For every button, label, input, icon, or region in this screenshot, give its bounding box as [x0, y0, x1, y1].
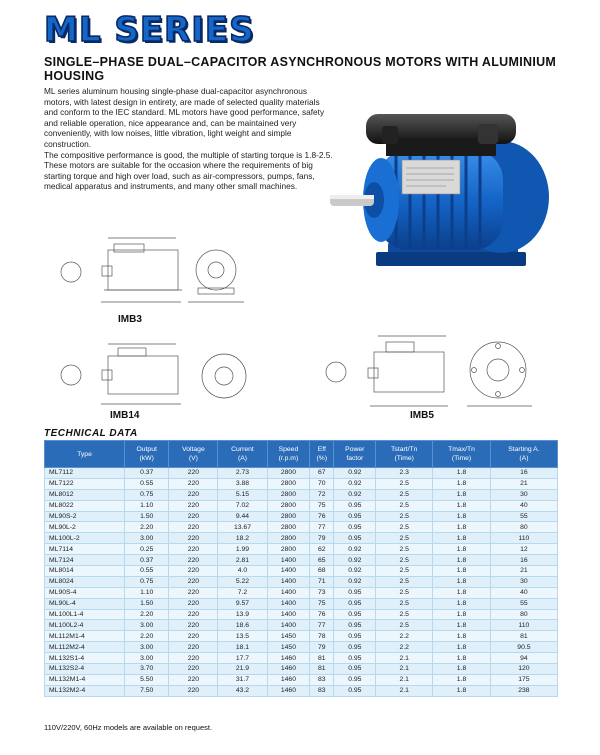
- table-cell: 3.00: [125, 642, 169, 653]
- table-cell: 0.37: [125, 468, 169, 479]
- description-paragraph-1: ML series aluminum housing single-phase dual-capacitor asynchronous motors, with latest design in entirety, are made of selected quality materials and conform to the IEC standard. ML motors have good performance, safety and reliable operation, nice appearance and, can be maintained very conveniently, with low noises, little vibration, light weight and simple construction.: [44, 86, 325, 149]
- table-cell: 13.5: [218, 631, 267, 642]
- table-cell: 1.8: [433, 555, 491, 566]
- table-cell: 2.1: [376, 653, 433, 664]
- table-cell: 1.8: [433, 620, 491, 631]
- table-cell: 16: [490, 555, 557, 566]
- column-header-unit: (A): [237, 455, 248, 462]
- table-cell: 2.5: [376, 478, 433, 489]
- table-row: [45, 642, 558, 653]
- column-header-line: Starting A.: [508, 446, 540, 453]
- table-cell: 2800: [267, 489, 310, 500]
- model-type-cell: ML100L-2: [45, 533, 125, 544]
- table-cell: 0.75: [125, 489, 169, 500]
- table-cell: 68: [310, 566, 334, 577]
- table-cell: 0.92: [334, 566, 376, 577]
- table-cell: 0.95: [334, 522, 376, 533]
- table-cell: 18.2: [218, 533, 267, 544]
- table-cell: 70: [310, 478, 334, 489]
- table-cell: 1400: [267, 609, 310, 620]
- model-type-cell: ML7122: [45, 478, 125, 489]
- column-header-unit: (V): [188, 455, 198, 462]
- table-row: [45, 631, 558, 642]
- table-cell: 7.02: [218, 500, 267, 511]
- table-cell: 1460: [267, 653, 310, 664]
- table-cell: 5.22: [218, 576, 267, 587]
- table-cell: 1.8: [433, 576, 491, 587]
- imb3-diagram: [56, 230, 256, 310]
- table-cell: 1400: [267, 555, 310, 566]
- table-cell: 2.5: [376, 566, 433, 577]
- table-cell: 2.5: [376, 620, 433, 631]
- table-cell: 9.44: [218, 511, 267, 522]
- table-cell: 1.50: [125, 598, 169, 609]
- table-cell: 31.7: [218, 674, 267, 685]
- table-cell: 21.9: [218, 664, 267, 675]
- table-row: [45, 685, 558, 696]
- table-cell: 0.25: [125, 544, 169, 555]
- table-cell: 120: [490, 664, 557, 675]
- table-cell: 0.95: [334, 533, 376, 544]
- table-cell: 0.95: [334, 685, 376, 696]
- table-cell: 220: [169, 555, 218, 566]
- model-type-cell: ML90S-4: [45, 587, 125, 598]
- table-row: [45, 609, 558, 620]
- table-cell: 0.95: [334, 598, 376, 609]
- table-cell: 220: [169, 631, 218, 642]
- table-cell: 2.1: [376, 685, 433, 696]
- table-cell: 1450: [267, 631, 310, 642]
- table-row: [45, 489, 558, 500]
- table-cell: 1400: [267, 587, 310, 598]
- table-cell: 2.81: [218, 555, 267, 566]
- table-cell: 81: [490, 631, 557, 642]
- table-cell: 30: [490, 576, 557, 587]
- table-cell: 2.5: [376, 500, 433, 511]
- table-cell: 67: [310, 468, 334, 479]
- column-header-unit: (A): [519, 455, 529, 462]
- table-cell: 2.5: [376, 555, 433, 566]
- imb14-diagram: [56, 340, 256, 410]
- table-cell: 220: [169, 500, 218, 511]
- table-cell: 43.2: [218, 685, 267, 696]
- table-cell: 79: [310, 533, 334, 544]
- table-cell: 83: [310, 685, 334, 696]
- column-header-line: Voltage: [182, 446, 205, 453]
- table-cell: 55: [490, 598, 557, 609]
- footnote: 110V/220V, 60Hz models are available on request.: [44, 723, 213, 732]
- table-cell: 0.95: [334, 653, 376, 664]
- table-row: [45, 468, 558, 479]
- imb5-diagram: [322, 330, 554, 412]
- table-cell: 220: [169, 576, 218, 587]
- table-cell: 80: [490, 522, 557, 533]
- table-cell: 0.92: [334, 478, 376, 489]
- table-cell: 1.8: [433, 685, 491, 696]
- table-cell: 2800: [267, 522, 310, 533]
- description-paragraph-2: The compositive performance is good, the multiple of starting torque is 1.8-2.5.: [44, 149, 333, 160]
- table-cell: 90.5: [490, 642, 557, 653]
- table-row: [45, 566, 558, 577]
- table-cell: 2.5: [376, 544, 433, 555]
- column-header-unit: factor: [346, 455, 364, 462]
- table-cell: 2800: [267, 468, 310, 479]
- table-cell: 18.1: [218, 642, 267, 653]
- column-header-unit: (Time): [394, 455, 414, 462]
- table-row: [45, 587, 558, 598]
- table-cell: 2.20: [125, 522, 169, 533]
- table-row: [45, 576, 558, 587]
- table-cell: 1.8: [433, 533, 491, 544]
- page-title: ML SERIES: [44, 10, 255, 50]
- table-row: [45, 511, 558, 522]
- table-row: [45, 555, 558, 566]
- imb14-label: IMB14: [110, 410, 140, 421]
- table-cell: 1.8: [433, 642, 491, 653]
- table-cell: 13.67: [218, 522, 267, 533]
- table-cell: 220: [169, 620, 218, 631]
- table-row: [45, 544, 558, 555]
- table-cell: 5.50: [125, 674, 169, 685]
- table-cell: 1.8: [433, 566, 491, 577]
- table-row: [45, 533, 558, 544]
- table-cell: 0.95: [334, 642, 376, 653]
- table-cell: 0.92: [334, 576, 376, 587]
- table-cell: 1.8: [433, 522, 491, 533]
- table-cell: 1.8: [433, 631, 491, 642]
- column-header-unit: (%): [316, 455, 328, 462]
- table-cell: 220: [169, 609, 218, 620]
- table-cell: 1.8: [433, 587, 491, 598]
- table-cell: 2.1: [376, 664, 433, 675]
- table-cell: 0.75: [125, 576, 169, 587]
- table-cell: 2.5: [376, 609, 433, 620]
- model-type-cell: ML132M2-4: [45, 685, 125, 696]
- table-cell: 1.8: [433, 674, 491, 685]
- column-header-line: Speed: [278, 446, 299, 453]
- table-cell: 1450: [267, 642, 310, 653]
- model-type-cell: ML7124: [45, 555, 125, 566]
- model-type-cell: ML132S2-4: [45, 664, 125, 675]
- table-cell: 220: [169, 544, 218, 555]
- model-type-cell: ML90S-2: [45, 511, 125, 522]
- table-cell: 1400: [267, 566, 310, 577]
- table-cell: 1.50: [125, 511, 169, 522]
- table-row: [45, 620, 558, 631]
- table-body: [45, 468, 558, 697]
- table-cell: 81: [310, 653, 334, 664]
- table-row: [45, 664, 558, 675]
- table-cell: 1.8: [433, 664, 491, 675]
- column-header-line: Power: [345, 446, 365, 453]
- column-header-line: Type: [77, 450, 92, 458]
- technical-data-table: [44, 440, 558, 697]
- column-header-unit: (Time): [451, 455, 472, 462]
- table-cell: 80: [490, 609, 557, 620]
- table-cell: 2.5: [376, 511, 433, 522]
- table-cell: 3.88: [218, 478, 267, 489]
- motor-illustration: [326, 102, 556, 278]
- table-cell: 2.5: [376, 587, 433, 598]
- table-cell: 1.10: [125, 500, 169, 511]
- page-subtitle: SINGLE–PHASE DUAL–CAPACITOR ASYNCHRONOUS MOTORS WITH ALUMINIUM HOUSING: [44, 55, 557, 83]
- imb3-label: IMB3: [118, 314, 142, 325]
- table-row: [45, 522, 558, 533]
- table-cell: 1.8: [433, 489, 491, 500]
- table-cell: 220: [169, 468, 218, 479]
- table-cell: 76: [310, 609, 334, 620]
- table-cell: 21: [490, 478, 557, 489]
- column-header-line: Output: [136, 446, 157, 453]
- table-cell: 220: [169, 653, 218, 664]
- table-cell: 79: [310, 642, 334, 653]
- imb5-label: IMB5: [410, 410, 434, 421]
- table-cell: 110: [490, 620, 557, 631]
- table-cell: 220: [169, 511, 218, 522]
- table-cell: 220: [169, 598, 218, 609]
- table-cell: 1.8: [433, 500, 491, 511]
- table-cell: 0.55: [125, 566, 169, 577]
- column-header: [433, 441, 491, 468]
- technical-data-title: TECHNICAL DATA: [44, 428, 138, 439]
- table-cell: 81: [310, 664, 334, 675]
- table-cell: 0.95: [334, 631, 376, 642]
- table-cell: 71: [310, 576, 334, 587]
- table-cell: 0.95: [334, 674, 376, 685]
- table-cell: 17.7: [218, 653, 267, 664]
- table-cell: 2.1: [376, 674, 433, 685]
- table-cell: 220: [169, 489, 218, 500]
- table-cell: 73: [310, 587, 334, 598]
- table-row: [45, 674, 558, 685]
- table-cell: 76: [310, 511, 334, 522]
- table-cell: 220: [169, 478, 218, 489]
- table-cell: 21: [490, 566, 557, 577]
- column-header: [490, 441, 557, 468]
- table-cell: 55: [490, 511, 557, 522]
- table-cell: 75: [310, 500, 334, 511]
- table-cell: 1460: [267, 685, 310, 696]
- table-cell: 0.55: [125, 478, 169, 489]
- table-cell: 220: [169, 566, 218, 577]
- table-header-row: [45, 441, 558, 468]
- table-cell: 0.92: [334, 555, 376, 566]
- table-cell: 5.15: [218, 489, 267, 500]
- table-cell: 3.70: [125, 664, 169, 675]
- table-cell: 2.2: [376, 642, 433, 653]
- column-header-line: Current: [231, 446, 254, 453]
- table-cell: 2800: [267, 500, 310, 511]
- model-type-cell: ML132S1-4: [45, 653, 125, 664]
- table-cell: 30: [490, 489, 557, 500]
- table-cell: 1460: [267, 664, 310, 675]
- table-cell: 62: [310, 544, 334, 555]
- table-cell: 78: [310, 631, 334, 642]
- table-cell: 2.5: [376, 489, 433, 500]
- table-cell: 7.2: [218, 587, 267, 598]
- table-cell: 9.57: [218, 598, 267, 609]
- model-type-cell: ML112M1-4: [45, 631, 125, 642]
- column-header: [267, 441, 310, 468]
- table-cell: 3.00: [125, 620, 169, 631]
- model-type-cell: ML7114: [45, 544, 125, 555]
- table-cell: 1400: [267, 576, 310, 587]
- table-cell: 72: [310, 489, 334, 500]
- column-header-unit: (kW): [139, 455, 154, 462]
- table-cell: 1.8: [433, 544, 491, 555]
- description: [44, 86, 334, 192]
- column-header: [218, 441, 267, 468]
- table-cell: 1.8: [433, 511, 491, 522]
- table-cell: 77: [310, 620, 334, 631]
- table-cell: 7.50: [125, 685, 169, 696]
- column-header: [376, 441, 433, 468]
- table-cell: 2.5: [376, 598, 433, 609]
- table-cell: 2.20: [125, 631, 169, 642]
- table-cell: 0.95: [334, 511, 376, 522]
- table-cell: 0.95: [334, 587, 376, 598]
- table-cell: 2800: [267, 544, 310, 555]
- table-cell: 2.5: [376, 533, 433, 544]
- model-type-cell: ML8022: [45, 500, 125, 511]
- table-cell: 1400: [267, 620, 310, 631]
- table-cell: 40: [490, 587, 557, 598]
- column-header: [334, 441, 376, 468]
- table-cell: 1.8: [433, 468, 491, 479]
- model-type-cell: ML90L-4: [45, 598, 125, 609]
- table-cell: 1.8: [433, 598, 491, 609]
- table-cell: 1.10: [125, 587, 169, 598]
- table-cell: 2.5: [376, 576, 433, 587]
- table-cell: 220: [169, 642, 218, 653]
- model-type-cell: ML112M2-4: [45, 642, 125, 653]
- table-cell: 220: [169, 533, 218, 544]
- table-cell: 2800: [267, 478, 310, 489]
- table-cell: 1.8: [433, 478, 491, 489]
- model-type-cell: ML132M1-4: [45, 674, 125, 685]
- table-cell: 1.99: [218, 544, 267, 555]
- model-type-cell: ML100L2-4: [45, 620, 125, 631]
- table-cell: 65: [310, 555, 334, 566]
- model-type-cell: ML7112: [45, 468, 125, 479]
- table-row: [45, 598, 558, 609]
- column-header-line: Tstart/Tn: [391, 446, 418, 453]
- table-cell: 2800: [267, 533, 310, 544]
- table-cell: 12: [490, 544, 557, 555]
- table-cell: 2800: [267, 511, 310, 522]
- table-cell: 220: [169, 674, 218, 685]
- column-header: [45, 441, 125, 468]
- table-cell: 4.0: [218, 566, 267, 577]
- column-header: [169, 441, 218, 468]
- table-cell: 0.95: [334, 620, 376, 631]
- table-cell: 0.95: [334, 500, 376, 511]
- column-header: [310, 441, 334, 468]
- table-cell: 175: [490, 674, 557, 685]
- table-cell: 2.2: [376, 631, 433, 642]
- model-type-cell: ML90L-2: [45, 522, 125, 533]
- table-cell: 94: [490, 653, 557, 664]
- table-cell: 0.92: [334, 489, 376, 500]
- table-cell: 2.3: [376, 468, 433, 479]
- table-cell: 220: [169, 685, 218, 696]
- table-cell: 238: [490, 685, 557, 696]
- table-row: [45, 653, 558, 664]
- table-cell: 1460: [267, 674, 310, 685]
- table-row: [45, 500, 558, 511]
- table-cell: 1.8: [433, 653, 491, 664]
- table-cell: 16: [490, 468, 557, 479]
- table-cell: 0.92: [334, 544, 376, 555]
- table-cell: 2.73: [218, 468, 267, 479]
- column-header-unit: (r.p.m): [278, 455, 299, 462]
- table-cell: 2.20: [125, 609, 169, 620]
- table-cell: 3.00: [125, 533, 169, 544]
- column-header-line: Eff: [317, 446, 326, 453]
- table-cell: 220: [169, 522, 218, 533]
- table-cell: 0.92: [334, 468, 376, 479]
- table-cell: 220: [169, 664, 218, 675]
- table-cell: 220: [169, 587, 218, 598]
- table-cell: 40: [490, 500, 557, 511]
- model-type-cell: ML100L1-4: [45, 609, 125, 620]
- table-cell: 110: [490, 533, 557, 544]
- table-cell: 3.00: [125, 653, 169, 664]
- table-cell: 1400: [267, 598, 310, 609]
- model-type-cell: ML8014: [45, 566, 125, 577]
- table-cell: 2.5: [376, 522, 433, 533]
- model-type-cell: ML8024: [45, 576, 125, 587]
- table-cell: 0.37: [125, 555, 169, 566]
- table-cell: 0.95: [334, 664, 376, 675]
- table-cell: 0.95: [334, 609, 376, 620]
- column-header: [125, 441, 169, 468]
- table-row: [45, 478, 558, 489]
- description-paragraph-3: These motors are suitable for the occasion where the requirements of big starting torque and high over load, such as air-compressors, pumps, fans, medical apparatus and instruments, and many other small machines.: [44, 160, 315, 192]
- table-cell: 18.6: [218, 620, 267, 631]
- column-header-line: Tmax/Tn: [448, 446, 475, 453]
- table-cell: 13.9: [218, 609, 267, 620]
- table-cell: 83: [310, 674, 334, 685]
- model-type-cell: ML8012: [45, 489, 125, 500]
- table-cell: 77: [310, 522, 334, 533]
- table-cell: 75: [310, 598, 334, 609]
- table-cell: 1.8: [433, 609, 491, 620]
